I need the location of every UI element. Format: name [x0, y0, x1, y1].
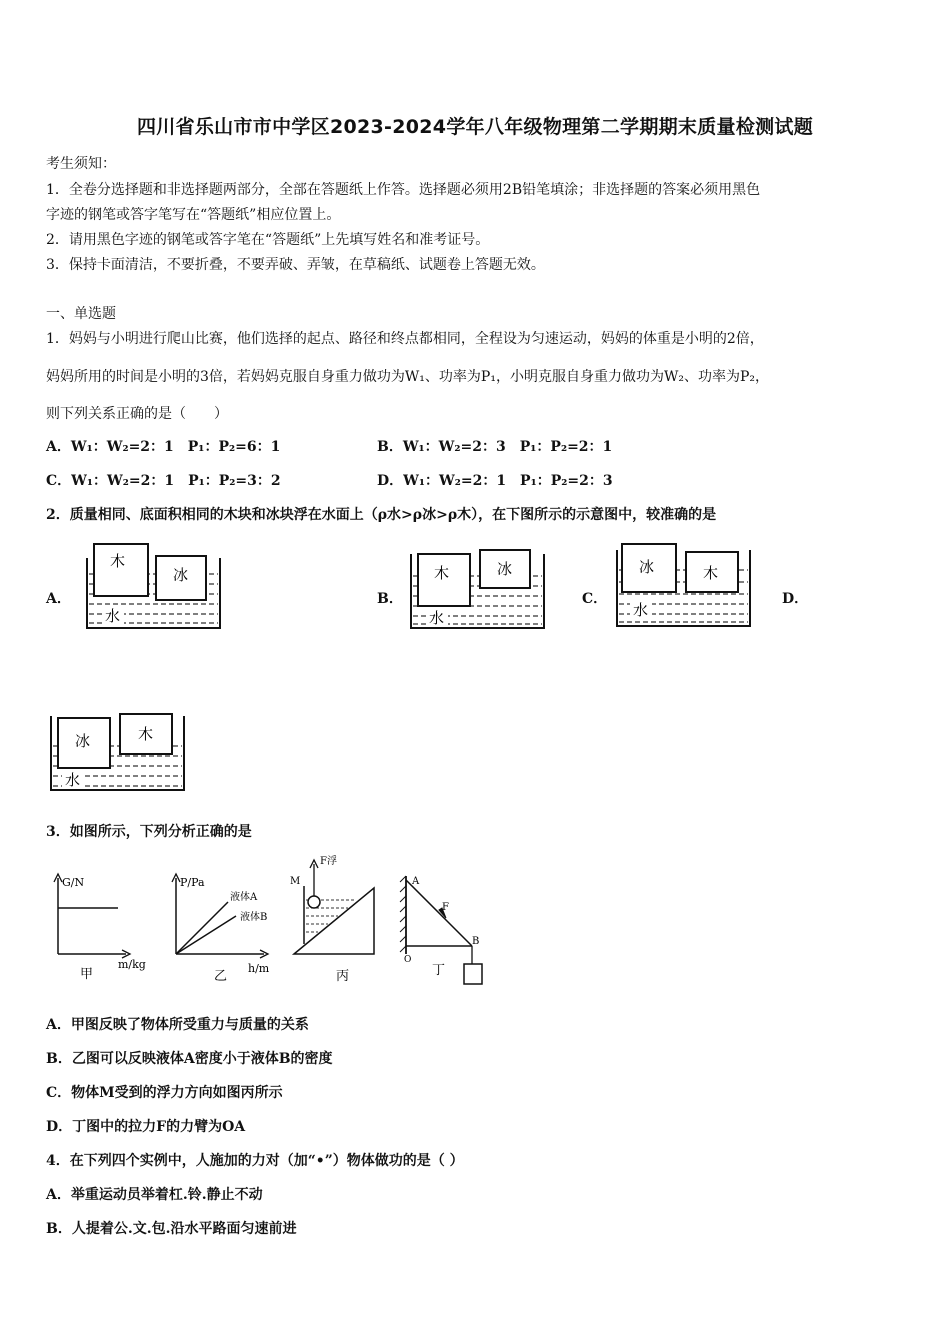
water-label: 水 [65, 771, 81, 789]
wood-label: 木 [110, 552, 126, 570]
question-4-stem: 4．在下列四个实例中，人施加的力对（加“•”）物体做功的是（ ） [46, 1153, 464, 1169]
q2-label-b: B． [377, 591, 403, 607]
q2-label-c: C． [582, 591, 608, 607]
figure-jia [54, 874, 146, 982]
liquid-b-label: 液体B [240, 912, 268, 923]
q2-label-d: D． [782, 591, 809, 607]
ice-label: 冰 [173, 566, 189, 584]
q2-figure-d [48, 710, 188, 796]
wood-label: 木 [703, 564, 719, 582]
notice-item: 3．保持卡面清洁，不要折叠，不要弄破、弄皱，在草稿纸、试题卷上答题无效。 [46, 257, 545, 273]
notice-item: 2．请用黑色字迹的钢笔或答字笔在“答题纸”上先填写姓名和准考证号。 [46, 232, 490, 248]
q1-option-c: C．W₁：W₂=2：1 P₁：P₂=3：2 [46, 473, 281, 489]
section-heading: 一、单选题 [46, 306, 116, 322]
question-3-stem: 3．如图所示，下列分析正确的是 [46, 824, 252, 840]
q3-option-a: A．甲图反映了物体所受重力与质量的关系 [46, 1017, 309, 1033]
yi-x-label: h/m [248, 962, 270, 975]
bing-caption: 丙 [336, 969, 350, 984]
q3-option-d: D．丁图中的拉力F的力臂为OA [46, 1119, 246, 1135]
q1-option-d: D．W₁：W₂=2：1 P₁：P₂=2：3 [377, 473, 613, 489]
bing-f-label: F浮 [320, 856, 337, 867]
liquid-a-label: 液体A [230, 892, 258, 903]
q3-option-b: B．乙图可以反映液体A密度小于液体B的密度 [46, 1051, 333, 1067]
jia-y-label: G/N [62, 876, 85, 889]
wood-label: 木 [434, 564, 450, 582]
notice-item: 字迹的钢笔或答字笔写在“答题纸”相应位置上。 [46, 207, 341, 223]
q4-option-b: B．人提着公.文.包.沿水平路面匀速前进 [46, 1221, 297, 1237]
q1-option-b: B．W₁：W₂=2：3 P₁：P₂=2：1 [377, 439, 613, 455]
ice-label: 冰 [75, 732, 91, 750]
q1-option-a: A．W₁：W₂=2：1 P₁：P₂=6：1 [46, 439, 281, 455]
q2-figure-a [84, 540, 224, 632]
wood-label: 木 [138, 725, 154, 743]
q2-figure-c [614, 540, 754, 632]
page-title: 四川省乐山市市中学区2023-2024学年八年级物理第二学期期末质量检测试题 [136, 116, 814, 138]
water-label: 水 [429, 609, 445, 627]
figure-ding [400, 876, 482, 984]
notice-item: 1．全卷分选择题和非选择题两部分，全部在答题纸上作答。选择题必须用2B铅笔填涂；非选择题的答案必须用黑色 [46, 182, 761, 198]
ding-a-label: A [412, 876, 420, 887]
yi-caption: 乙 [214, 969, 228, 984]
ice-label: 冰 [639, 558, 655, 576]
yi-y-label: P/Pa [180, 876, 205, 889]
figure-yi [172, 874, 270, 984]
q4-option-a: A．举重运动员举着杠.铃.静止不动 [46, 1187, 263, 1203]
ice-label: 冰 [497, 560, 513, 578]
ding-f-label: F [442, 902, 449, 913]
q3-figures [46, 850, 506, 990]
jia-caption: 甲 [80, 967, 94, 982]
question-1-line: 妈妈所用的时间是小明的3倍，若妈妈克服自身重力做功为W₁、功率为P₁，小明克服自身重力做功为W₂、功率为P₂， [46, 369, 769, 385]
q2-label-a: A． [46, 591, 71, 607]
notice-heading: 考生须知： [46, 156, 116, 172]
question-2-stem: 2．质量相同、底面积相同的木块和冰块浮在水面上（ρ水>ρ冰>ρ木），在下图所示的示意图中，较准确的是 [46, 507, 717, 523]
water-label: 水 [633, 601, 649, 619]
q3-option-c: C．物体M受到的浮力方向如图丙所示 [46, 1085, 283, 1101]
q2-figure-b [408, 546, 548, 632]
jia-x-label: m/kg [118, 958, 146, 971]
question-1-line: 则下列关系正确的是（ ） [46, 406, 228, 422]
water-label: 水 [105, 607, 121, 625]
question-1-line: 1．妈妈与小明进行爬山比赛，他们选择的起点、路径和终点都相同，全程设为匀速运动，妈妈的体重是小明的2倍， [46, 331, 764, 347]
ding-b-label: B [472, 936, 480, 947]
ding-caption: 丁 [432, 963, 446, 978]
ding-o-label: O [404, 955, 412, 965]
bing-m-label: M [290, 876, 301, 887]
figure-bing [290, 854, 374, 984]
